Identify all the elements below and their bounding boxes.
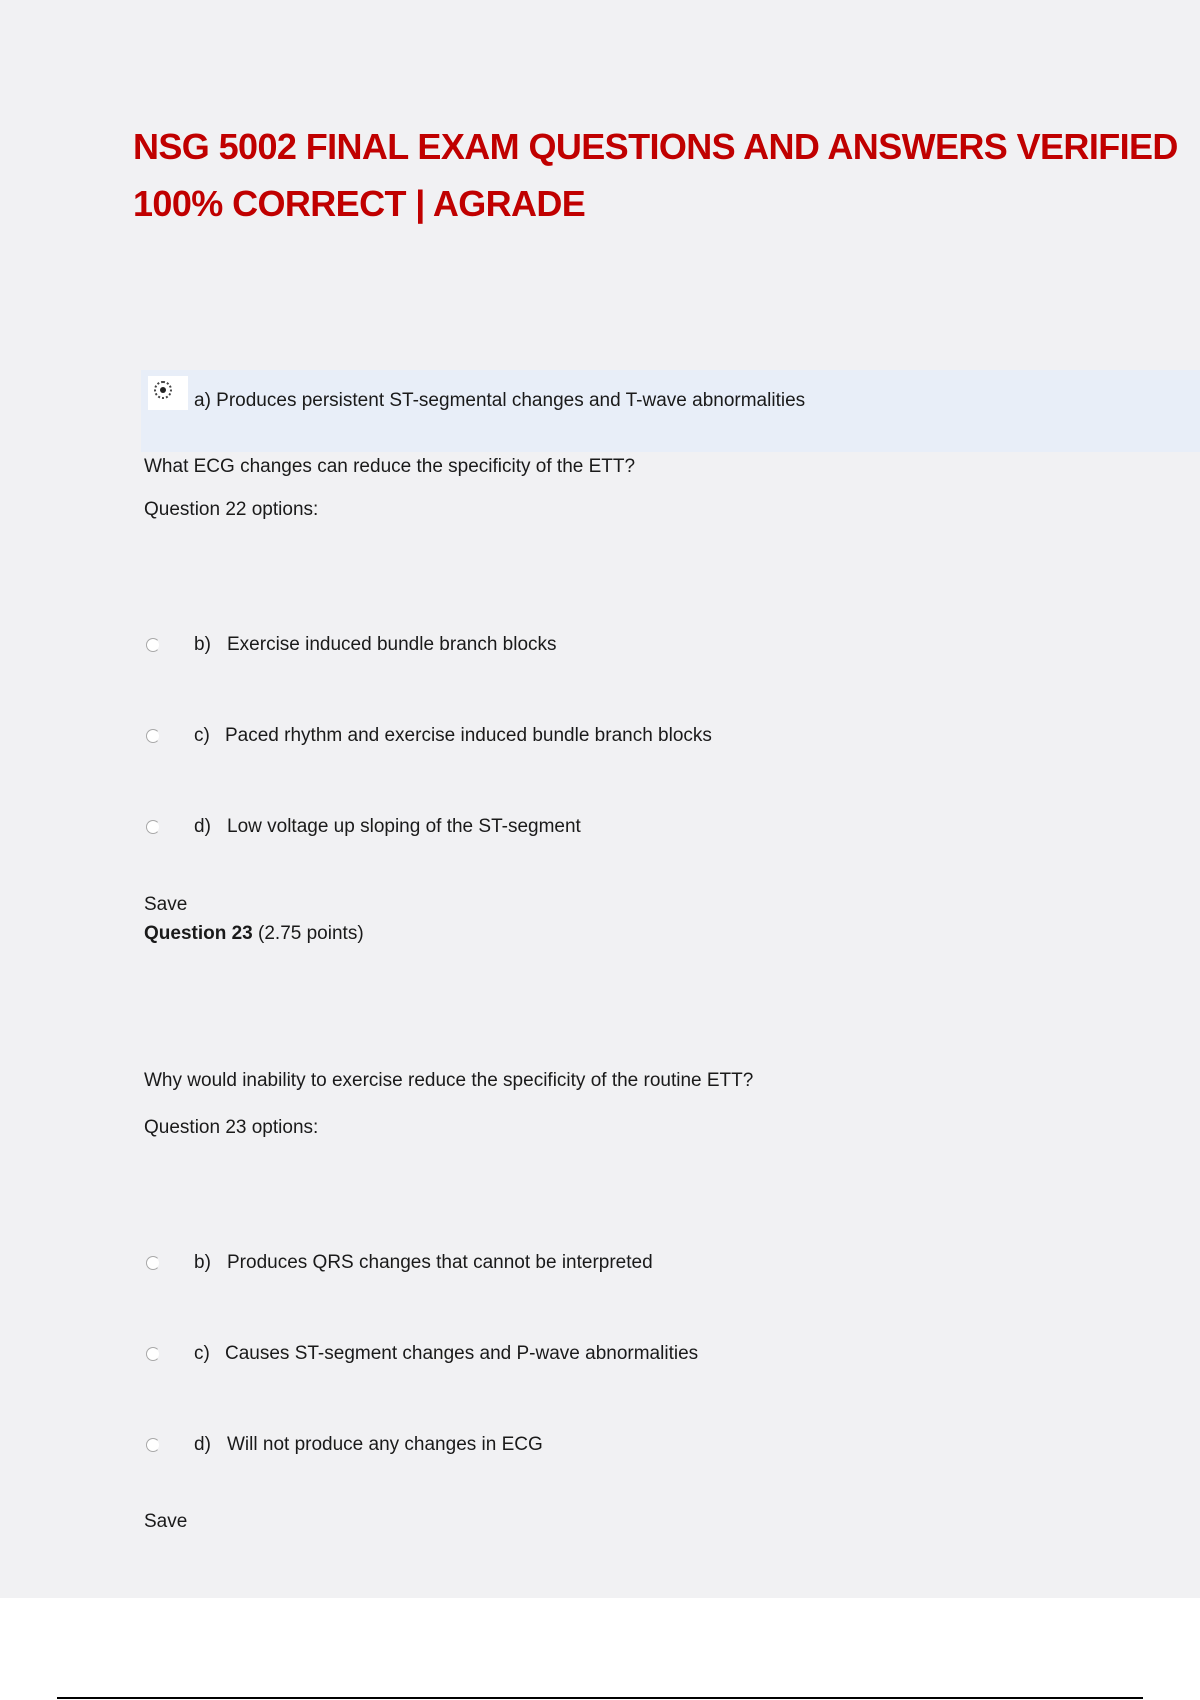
q23-question-text: Why would inability to exercise reduce the specificity of the routine ETT? xyxy=(144,1070,754,1091)
q22-selected-option-label: a) Produces persistent ST-segmental changes and T-wave abnormalities xyxy=(194,390,806,411)
option-letter: b) xyxy=(194,1252,211,1273)
radio-unselected-icon[interactable] xyxy=(146,729,160,743)
q22-option-c[interactable] xyxy=(194,724,712,748)
q23-option-c[interactable] xyxy=(194,1342,698,1366)
radio-unselected-icon[interactable] xyxy=(146,638,160,652)
option-letter: c) xyxy=(194,1343,210,1364)
title-line-2: 100% CORRECT | AGRADE xyxy=(133,183,586,224)
radio-selected-icon[interactable] xyxy=(148,376,188,410)
q23-option-d[interactable] xyxy=(194,1433,543,1457)
q23-points: (2.75 points) xyxy=(258,923,364,944)
radio-unselected-icon[interactable] xyxy=(146,820,160,834)
q23-option-b[interactable] xyxy=(194,1251,653,1275)
option-text: Paced rhythm and exercise induced bundle branch blocks xyxy=(225,725,712,746)
q23-title: Question 23 xyxy=(144,923,253,944)
radio-dot xyxy=(160,387,166,393)
option-letter: b) xyxy=(194,634,211,655)
option-letter: d) xyxy=(194,1434,211,1455)
option-text: Exercise induced bundle branch blocks xyxy=(227,634,557,655)
page-footer-rule xyxy=(57,1697,1143,1699)
q22-question-text: What ECG changes can reduce the specificity of the ETT? xyxy=(144,456,636,477)
q23-save-link[interactable]: Save xyxy=(144,1511,188,1532)
q22-save-link[interactable]: Save xyxy=(144,894,188,915)
q22-option-b[interactable] xyxy=(194,633,557,657)
option-letter: c) xyxy=(194,725,210,746)
q23-heading xyxy=(144,922,364,946)
option-text: Low voltage up sloping of the ST-segment xyxy=(227,816,581,837)
radio-unselected-icon[interactable] xyxy=(146,1347,160,1361)
option-text: Produces QRS changes that cannot be interpreted xyxy=(227,1252,653,1273)
radio-unselected-icon[interactable] xyxy=(146,1256,160,1270)
q22-options-label: Question 22 options: xyxy=(144,499,319,520)
q22-option-d[interactable] xyxy=(194,815,581,839)
option-text: Causes ST-segment changes and P-wave abnormalities xyxy=(225,1343,699,1364)
option-letter: d) xyxy=(194,816,211,837)
radio-unselected-icon[interactable] xyxy=(146,1438,160,1452)
q23-options-label: Question 23 options: xyxy=(144,1117,319,1138)
title-line-1: NSG 5002 FINAL EXAM QUESTIONS AND ANSWERS VERIFIED xyxy=(133,126,1178,167)
option-text: Will not produce any changes in ECG xyxy=(227,1434,543,1455)
document-title xyxy=(133,118,1200,232)
